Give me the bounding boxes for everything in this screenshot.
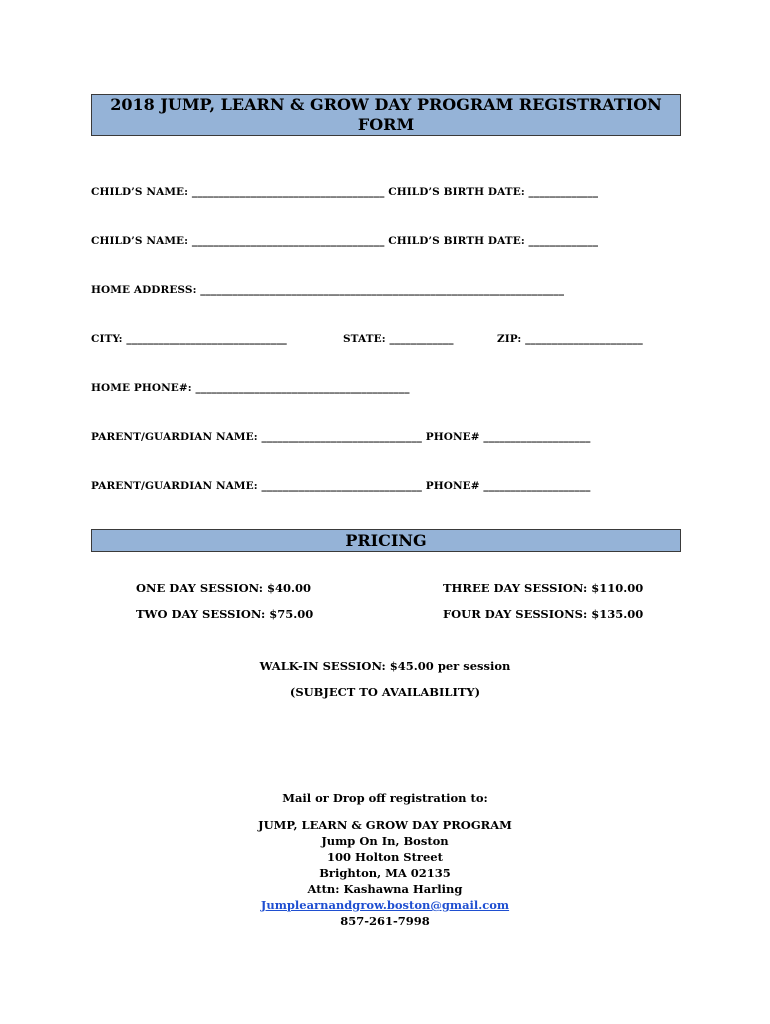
home-address-row <box>91 284 681 296</box>
price-three-day: THREE DAY SESSION: $110.00 <box>443 581 644 595</box>
parent1-phone-field[interactable]: PHONE# ____________________ <box>421 431 591 443</box>
mailing-address-block <box>0 817 770 929</box>
mail-attn: Attn: Kashawna Harling <box>307 882 463 896</box>
child1-row <box>91 186 681 198</box>
price-two-day: TWO DAY SESSION: $75.00 <box>136 607 314 621</box>
child1-birth-date-field[interactable]: CHILD’S BIRTH DATE: _____________ <box>384 186 599 198</box>
mail-intro: Mail or Drop off registration to: <box>282 791 488 805</box>
mail-org: JUMP, LEARN & GROW DAY PROGRAM <box>258 818 512 832</box>
email-link[interactable]: Jumplearnandgrow.boston@gmail.com <box>260 898 510 912</box>
pricing-heading: PRICING <box>91 529 681 552</box>
mail-line1: Jump On In, Boston <box>321 834 449 848</box>
child1-name-field[interactable]: CHILD’S NAME: ____________________________________ <box>91 186 385 198</box>
availability-note: (SUBJECT TO AVAILABILITY) <box>289 685 481 699</box>
mail-line2: 100 Holton Street <box>327 850 443 864</box>
mail-phone: 857-261-7998 <box>340 914 430 928</box>
parent2-phone-field[interactable]: PHONE# ____________________ <box>421 480 591 492</box>
mail-line3: Brighton, MA 02135 <box>319 866 451 880</box>
walk-in-price: WALK-IN SESSION: $45.00 per session <box>259 659 511 673</box>
parent2-name-field[interactable]: PARENT/GUARDIAN NAME: ______________________________ <box>91 480 422 492</box>
price-four-day: FOUR DAY SESSIONS: $135.00 <box>443 607 644 621</box>
price-one-day: ONE DAY SESSION: $40.00 <box>136 581 312 595</box>
city-field[interactable]: CITY: ______________________________ <box>91 333 287 345</box>
child2-name-field[interactable]: CHILD’S NAME: ____________________________________ <box>91 235 385 247</box>
state-field[interactable]: STATE: ____________ <box>343 333 454 345</box>
parent2-row <box>91 480 681 492</box>
form-title-line2: FORM <box>357 115 415 134</box>
home-phone-field[interactable]: HOME PHONE#: ________________________________________ <box>91 382 410 394</box>
form-title-banner <box>91 94 681 136</box>
parent1-name-field[interactable]: PARENT/GUARDIAN NAME: ______________________________ <box>91 431 422 443</box>
child2-row <box>91 235 681 247</box>
home-phone-row <box>91 382 681 394</box>
home-address-field[interactable]: HOME ADDRESS: ____________________________________________________________________ <box>91 284 565 296</box>
child2-birth-date-field[interactable]: CHILD’S BIRTH DATE: _____________ <box>384 235 599 247</box>
parent1-row <box>91 431 681 443</box>
form-title-line1: 2018 JUMP, LEARN & GROW DAY PROGRAM REGISTRATION <box>110 95 662 114</box>
zip-field[interactable]: ZIP: ______________________ <box>497 333 643 345</box>
